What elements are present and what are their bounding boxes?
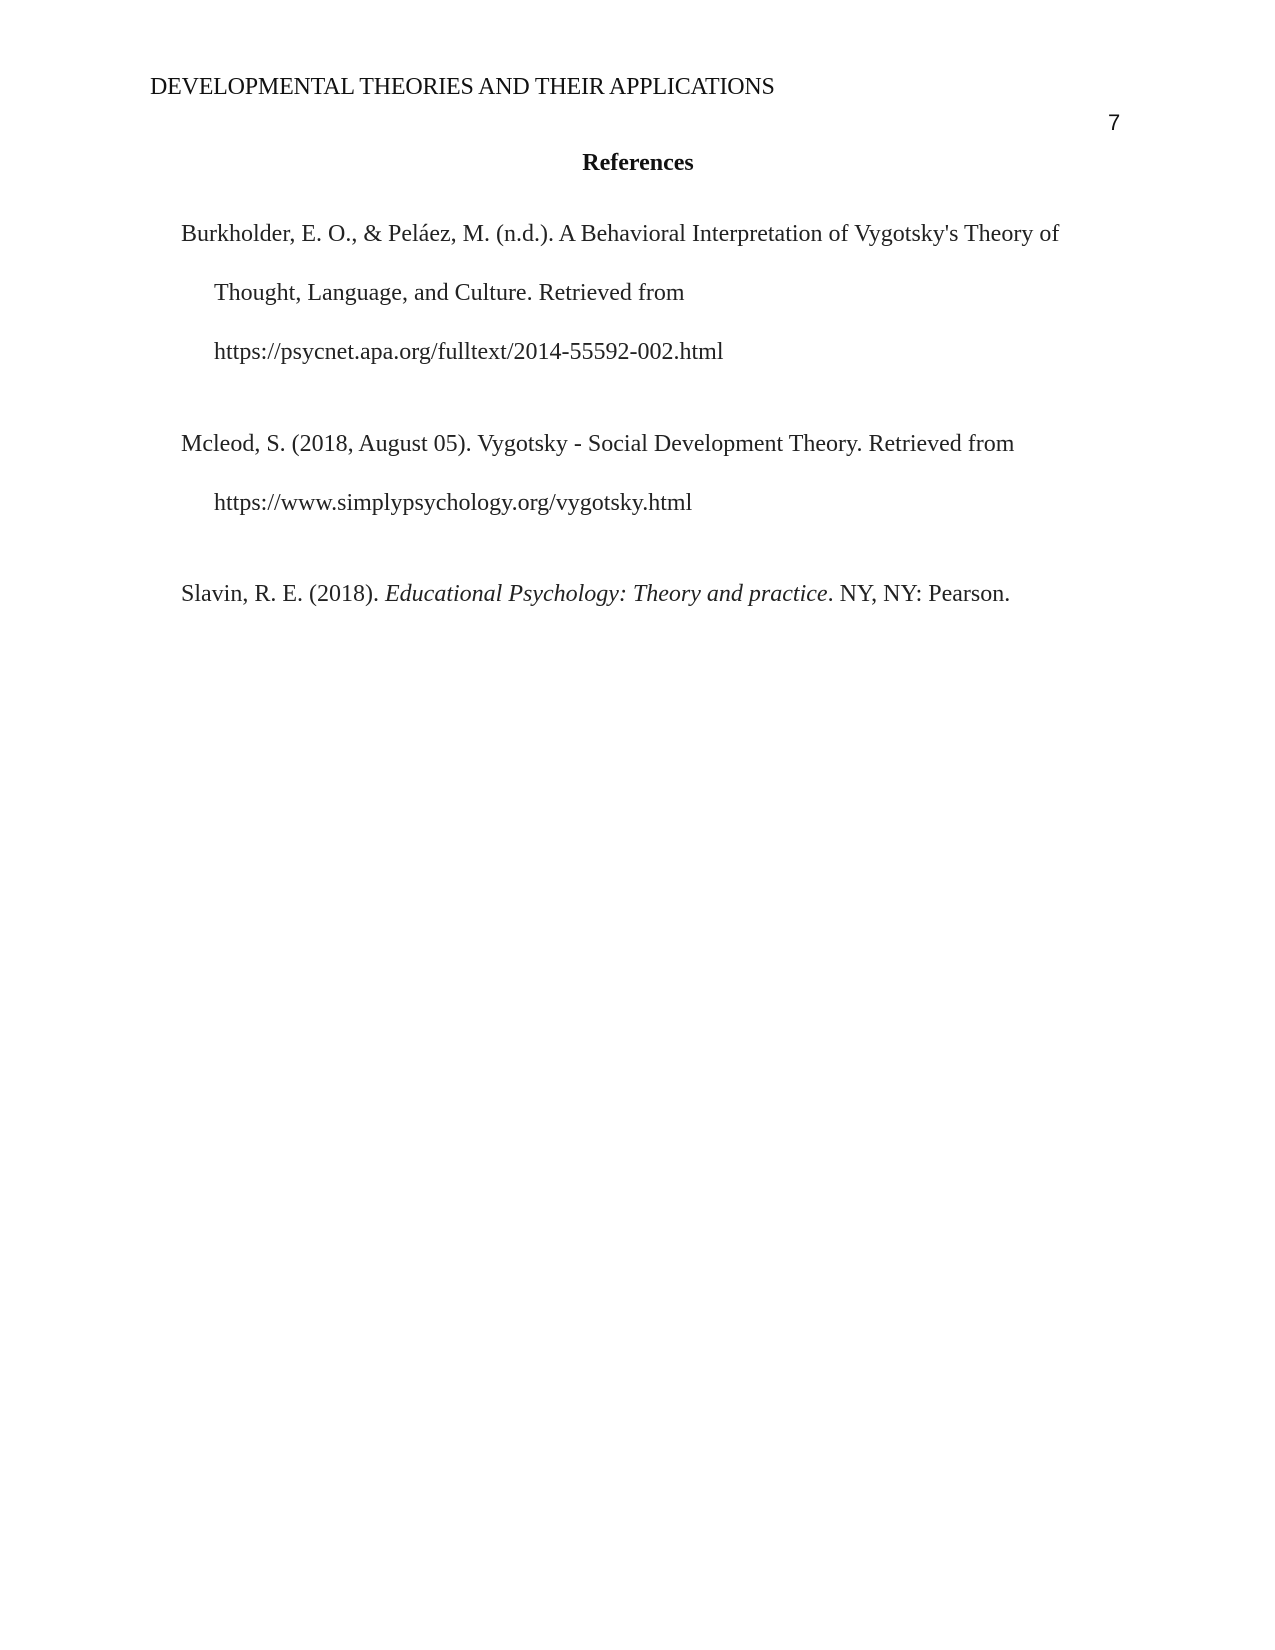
reference-entry-mcleod bbox=[181, 415, 1014, 533]
references-heading bbox=[0, 150, 1275, 177]
running-head: DEVELOPMENTAL THEORIES AND THEIR APPLICATIONS bbox=[150, 74, 775, 100]
references-heading-text: References bbox=[582, 150, 694, 176]
reference-line bbox=[181, 565, 1010, 624]
reference-prefix: Slavin, R. E. (2018). bbox=[181, 581, 385, 607]
reference-url: https://www.simplypsychology.org/vygotsky.html bbox=[214, 490, 693, 516]
reference-entry-burkholder bbox=[181, 205, 1059, 382]
reference-line: Mcleod, S. (2018, August 05). Vygotsky - Social Development Theory. Retrieved from bbox=[181, 431, 1015, 457]
page-number: 7 bbox=[1108, 110, 1121, 135]
reference-line: Burkholder, E. O., & Peláez, M. (n.d.). A Behavioral Interpretation of Vygotsky's Theory of bbox=[181, 221, 1060, 247]
reference-title: Educational Psychology: Theory and practice bbox=[385, 581, 828, 607]
reference-suffix: . NY, NY: Pearson. bbox=[827, 581, 1011, 607]
reference-line: Thought, Language, and Culture. Retrieved from bbox=[214, 280, 685, 306]
reference-url: https://psycnet.apa.org/fulltext/2014-55592-002.html bbox=[214, 339, 724, 365]
reference-entry-slavin bbox=[181, 565, 1010, 624]
